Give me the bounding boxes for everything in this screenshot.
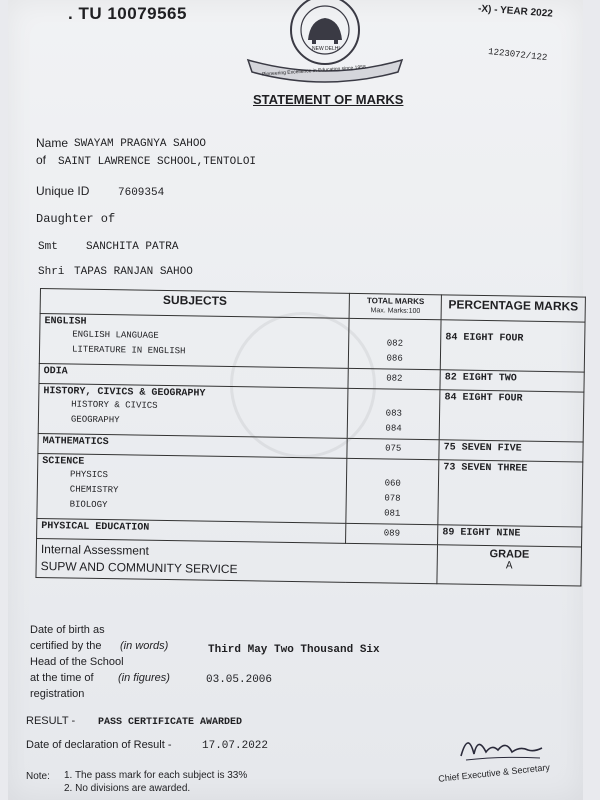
subcomponent: HISTORY & CIVICS <box>71 399 158 411</box>
grade-value: A <box>505 560 513 573</box>
percentage-cell <box>439 390 584 442</box>
marks-table <box>35 288 585 587</box>
mark-value: 084 <box>385 423 402 434</box>
grade-label: GRADE <box>489 548 530 561</box>
percentage-cell <box>440 370 584 392</box>
marks-statement-sheet <box>8 0 583 800</box>
percentage-cell <box>438 460 583 527</box>
unique-id: 7609354 <box>118 187 165 199</box>
subject-name: ENGLISH <box>44 316 87 328</box>
subject-cell <box>38 383 348 438</box>
subject-cell <box>37 453 347 523</box>
mark-value: 078 <box>384 493 401 504</box>
internal-assessment-label: Internal Assessment <box>40 542 150 558</box>
declaration-date: 17.07.2022 <box>202 740 269 752</box>
note-1: 1. The pass mark for each subject is 33% <box>64 770 248 781</box>
percentage-value: 82 EIGHT TWO <box>444 372 517 385</box>
marks-cell <box>349 318 442 369</box>
emblem-motto: Pioneering Excellence in Education since 1958 <box>261 64 367 78</box>
percentage-header-label: PERCENTAGE MARKS <box>448 297 579 314</box>
council-emblem <box>240 0 410 92</box>
percentage-value: 73 SEVEN THREE <box>443 462 528 475</box>
spacer <box>354 321 437 337</box>
dob-in-words: Third May Two Thousand Six <box>208 644 380 656</box>
school-name: SAINT LAWRENCE SCHOOL,TENTOLOI <box>58 156 257 168</box>
mark-value: 081 <box>384 508 401 519</box>
dob-line-4: at the time of <box>30 672 94 684</box>
percentage-value: 84 EIGHT FOUR <box>445 332 524 345</box>
subject-name: MATHEMATICS <box>42 436 109 449</box>
exam-year: -X) - YEAR 2022 <box>477 3 554 20</box>
table-row <box>39 314 585 373</box>
note-2: 2. No divisions are awarded. <box>64 783 191 794</box>
mark-value: 060 <box>384 478 401 489</box>
father-prefix: Shri <box>38 266 65 278</box>
subcomponent: PHYSICS <box>69 469 108 481</box>
subject-name: ODIA <box>43 366 68 378</box>
dob-words-hint: (in words) <box>120 640 169 652</box>
dob-line-2: certified by the <box>30 640 102 652</box>
subject-name: HISTORY, CIVICS & GEOGRAPHY <box>43 386 206 400</box>
total-header-label: TOTAL MARKS <box>366 296 425 307</box>
signatory-title: Chief Executive & Secretary <box>437 762 551 784</box>
uid-label: Unique ID <box>36 184 90 198</box>
mark-value: 083 <box>385 408 402 419</box>
reference-number: 1223072/122 <box>487 46 548 64</box>
candidate-name: SWAYAM PRAGNYA SAHOO <box>74 138 207 150</box>
marks-cell <box>346 458 439 524</box>
declaration-label: Date of declaration of Result - <box>26 739 172 751</box>
mark-value: 082 <box>386 338 404 349</box>
serial-number: . TU 10079565 <box>68 4 187 23</box>
mark-value: 082 <box>386 373 403 384</box>
percentage-cell <box>440 320 585 372</box>
school-label: of <box>36 153 47 167</box>
result-value: PASS CERTIFICATE AWARDED <box>98 717 243 728</box>
percentage-header <box>441 295 585 322</box>
mother-prefix: Smt <box>38 241 58 253</box>
marks-cell <box>348 368 440 389</box>
mark-value: 075 <box>385 443 402 454</box>
dob-figures-hint: (in figures) <box>118 672 170 684</box>
max-marks-label: Max. Marks:100 <box>370 307 421 315</box>
subcomponent: BIOLOGY <box>69 499 108 511</box>
dob-line-5: registration <box>30 688 85 700</box>
spacer <box>352 391 435 407</box>
marks-cell <box>347 388 440 439</box>
dob-in-figures: 03.05.2006 <box>206 674 273 686</box>
supw-label: SUPW AND COMMUNITY SERVICE <box>40 559 238 577</box>
marks-cell <box>347 438 439 459</box>
subcomponent: GEOGRAPHY <box>70 414 120 426</box>
spacer <box>351 461 434 477</box>
dob-line-3: Head of the School <box>30 656 124 668</box>
table-row <box>38 383 584 442</box>
result-label: RESULT - <box>26 715 76 727</box>
relation-label: Daughter of <box>36 212 116 226</box>
internal-assessment-row <box>36 538 582 586</box>
subject-cell <box>39 314 349 369</box>
father-name: TAPAS RANJAN SAHOO <box>74 266 193 278</box>
subjects-header-label: SUBJECTS <box>162 292 228 308</box>
percentage-value: 89 EIGHT NINE <box>442 527 521 540</box>
table-row <box>37 453 583 527</box>
mark-value: 086 <box>386 353 403 364</box>
marks-cell <box>346 523 438 544</box>
subcomponent: CHEMISTRY <box>69 484 119 496</box>
note-label: Note: <box>26 771 50 782</box>
subject-name: PHYSICAL EDUCATION <box>41 521 150 534</box>
emblem-city: NEW DELHI <box>312 46 340 52</box>
dob-line-1: Date of birth as <box>30 624 105 636</box>
total-header <box>349 293 441 319</box>
name-label: Name <box>36 136 69 150</box>
document-title: STATEMENT OF MARKS <box>253 92 404 107</box>
percentage-cell <box>439 440 583 462</box>
subject-name: SCIENCE <box>42 456 85 468</box>
percentage-value: 75 SEVEN FIVE <box>443 442 522 455</box>
subcomponent: LITERATURE IN ENGLISH <box>71 344 186 357</box>
mark-value: 089 <box>383 528 401 539</box>
percentage-cell <box>438 525 582 547</box>
internal-assessment-cell <box>36 538 438 583</box>
grade-cell <box>437 545 581 586</box>
mother-name: SANCHITA PATRA <box>86 241 179 253</box>
percentage-value: 84 EIGHT FOUR <box>444 392 523 405</box>
subcomponent: ENGLISH LANGUAGE <box>72 329 159 341</box>
